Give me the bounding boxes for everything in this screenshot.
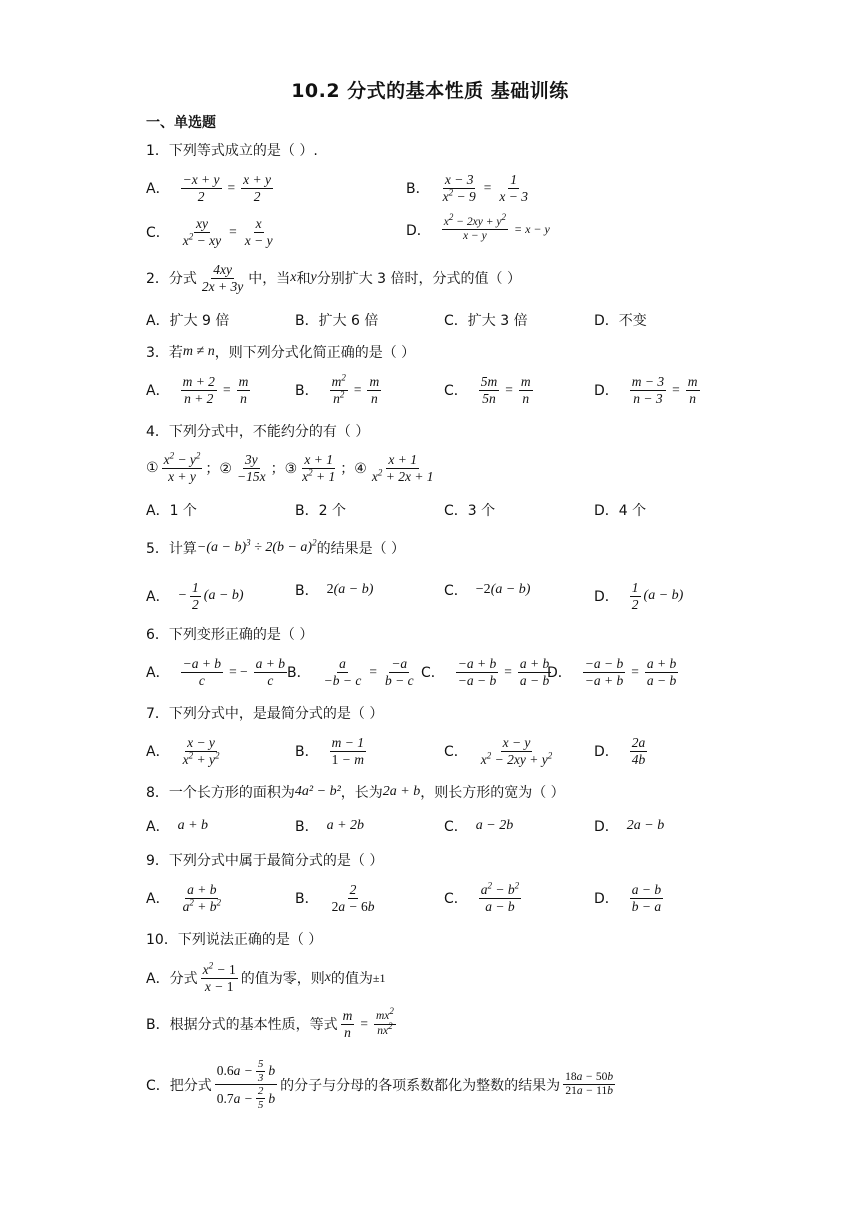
question-9-stem: 9．下列分式中属于最简分式的是（ ） — [146, 853, 384, 869]
q9-option-c[interactable]: C． $\frac{a^2 - b^2}{a - b}$ — [444, 880, 520, 914]
q9-option-b[interactable]: B． $\frac{2}{2a - 6b}$ — [295, 882, 375, 914]
q5-option-a[interactable]: A． − $\frac{1}{2}$ (a − b) — [146, 580, 244, 612]
q8-option-b[interactable]: B． a + 2b — [295, 818, 365, 835]
q4-option-b[interactable]: B．2 个 — [295, 503, 346, 519]
q2-option-c[interactable]: C．扩大 3 倍 — [444, 313, 528, 329]
q7-option-d[interactable]: D． $\frac{2a}{4b}$ — [594, 735, 646, 767]
page-title: 10.2 分式的基本性质 基础训练 — [291, 80, 569, 102]
q5-option-d[interactable]: D． $\frac{1}{2}$ (a − b) — [594, 580, 684, 612]
question-1-stem: 1．下列等式成立的是（ ）. — [146, 143, 318, 159]
q10-option-b[interactable]: B．根据分式的基本性质，等式 $\frac{m}{n}$ = $\frac{mx^2}{nx^2}$ — [146, 1006, 394, 1040]
question-4-stem: 4．下列分式中，不能约分的有（ ） — [146, 424, 370, 440]
question-4-items: ① $\frac{x^2 - y^2}{x + y}$ ；② $\frac{3y}{-15x}$ ；③ $\frac{x + 1}{x^2 + 1}$ ；④ $\frac{x + 1}{x^2 + 2x + 1}$ — [146, 450, 434, 484]
q2-option-d[interactable]: D．不变 — [594, 313, 647, 329]
q1-option-c[interactable]: C． $\frac{xy}{x^2 - xy}$ = $\frac{x}{x - y}$ — [146, 216, 273, 248]
q6-option-a[interactable]: A． $\frac{-a + b}{c}$ = − $\frac{a + b}{c}$ — [146, 656, 286, 688]
q4-option-d[interactable]: D．4 个 — [594, 503, 647, 519]
q3-option-b[interactable]: B． $\frac{m^2}{n^2}$ = $\frac{m}{n}$ — [295, 372, 380, 406]
q7-option-a[interactable]: A． $\frac{x - y}{x^2 + y^2}$ — [146, 735, 220, 767]
question-5-stem: 5．计算 $-(a - b)^3 \div 2(b - a)^2$ 的结果是（ ） — [146, 537, 406, 557]
q1-option-d[interactable]: D． $\frac{x^2 - 2xy + y^2}{x - y}$ = x − y — [406, 212, 550, 243]
q2-option-a[interactable]: A．扩大 9 倍 — [146, 313, 230, 329]
q5-option-b[interactable]: B． 2(a − b) — [295, 582, 374, 599]
q8-option-c[interactable]: C． a − 2b — [444, 818, 514, 835]
question-8-stem: 8．一个长方形的面积为 4a² − b² ，长为 2a + b ，则长方形的宽为（ ） — [146, 784, 565, 801]
q9-option-a[interactable]: A． $\frac{a + b}{a^2 + b^2}$ — [146, 882, 221, 914]
q2-option-b[interactable]: B．扩大 6 倍 — [295, 313, 379, 329]
q10-option-a[interactable]: A．分式 $\frac{x^2 - 1}{x - 1}$ 的值为零，则 x 的值为 ±1 — [146, 960, 386, 994]
q4-option-a[interactable]: A．1 个 — [146, 503, 197, 519]
question-6-stem: 6．下列变形正确的是（ ） — [146, 627, 314, 643]
question-3-stem: 3．若 m ≠ n ，则下列分式化简正确的是（ ） — [146, 344, 416, 361]
question-10-stem: 10．下列说法正确的是（ ） — [146, 932, 323, 948]
q6-option-b[interactable]: B． $\frac{a}{-b - c}$ = $\frac{-a}{b - c}$ — [287, 656, 414, 688]
q7-option-b[interactable]: B． $\frac{m - 1}{1 - m}$ — [295, 735, 364, 767]
q5-option-c[interactable]: C． −2(a − b) — [444, 582, 531, 599]
q3-option-d[interactable]: D． $\frac{m - 3}{n - 3}$ = $\frac{m}{n}$ — [594, 374, 698, 406]
q9-option-d[interactable]: D． $\frac{a - b}{b - a}$ — [594, 882, 662, 914]
section-heading: 一、单选题 — [146, 115, 216, 131]
q1-option-a[interactable]: A． $\frac{-x + y}{2}$ = $\frac{x + y}{2}$ — [146, 172, 272, 204]
q1-option-b[interactable]: B． $\frac{x - 3}{x^2 - 9}$ = $\frac{1}{x - 3}$ — [406, 172, 528, 204]
q6-option-d[interactable]: D． $\frac{-a - b}{-a + b}$ = $\frac{a + b}{a - b}$ — [547, 656, 677, 688]
q8-option-a[interactable]: A． a + b — [146, 818, 209, 835]
question-2-stem: 2．分式 $\frac{4xy}{2x + 3y}$ 中，当 x 和 y 分别扩大 3 倍时，分式的值（ ） — [146, 262, 521, 294]
question-7-stem: 7．下列分式中，是最简分式的是（ ） — [146, 706, 384, 722]
q10-option-c[interactable]: C．把分式 0.6 a − $\frac{5}{3}$ b 0.7 a − $\frac{2}{5}$ b 的分子与分母的各项系数都化为整数的结果为 $\frac{18a - 50b}{21a - 11b}$ — [146, 1058, 614, 1111]
q3-option-c[interactable]: C． $\frac{5m}{5n}$ = $\frac{m}{n}$ — [444, 374, 531, 406]
q6-option-c[interactable]: C． $\frac{-a + b}{-a - b}$ = $\frac{a + b}{a - b}$ — [421, 656, 550, 688]
q8-option-d[interactable]: D． 2a − b — [594, 818, 665, 835]
q4-option-c[interactable]: C．3 个 — [444, 503, 496, 519]
q7-option-c[interactable]: C． $\frac{x - y}{x^2 - 2xy + y^2}$ — [444, 735, 553, 767]
q3-option-a[interactable]: A． $\frac{m + 2}{n + 2}$ = $\frac{m}{n}$ — [146, 374, 249, 406]
